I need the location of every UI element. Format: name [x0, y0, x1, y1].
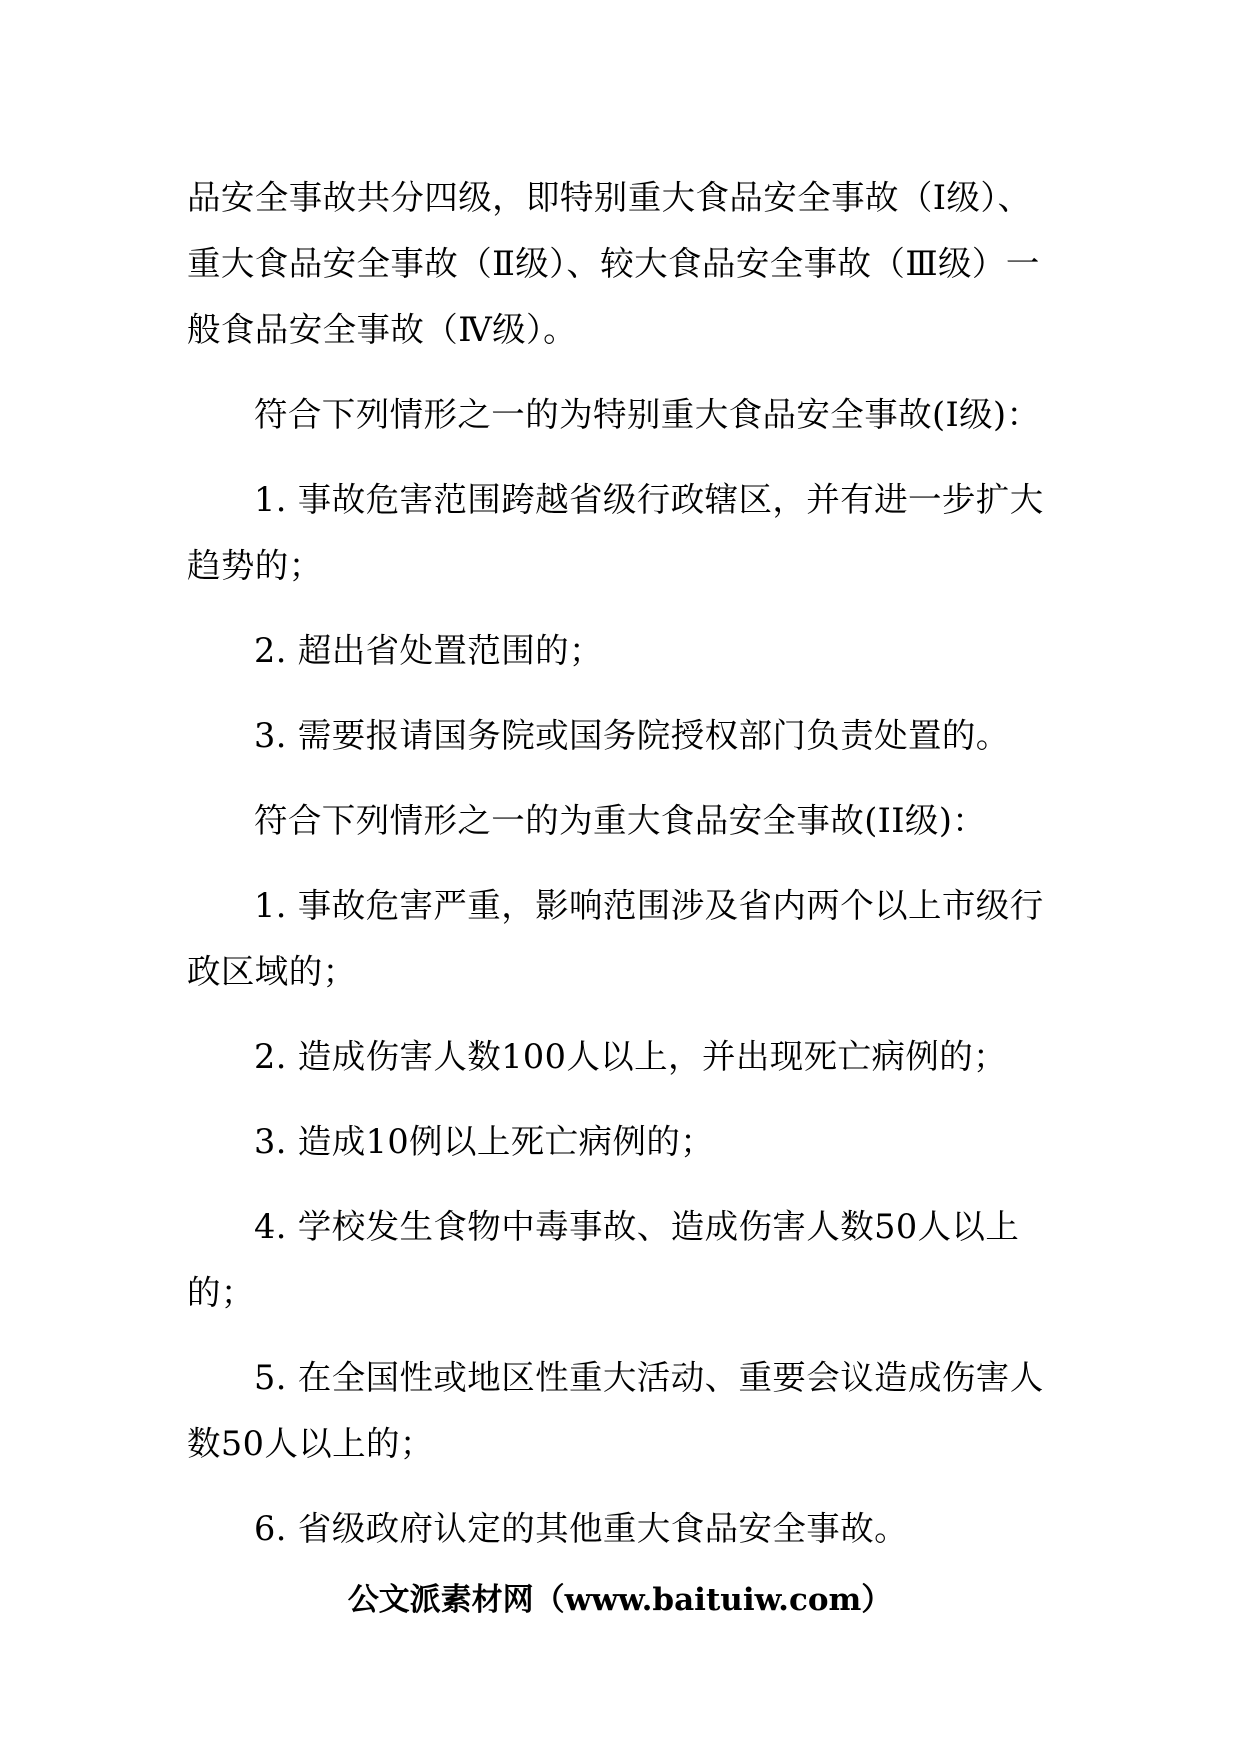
paragraph-level-1-item-1: 1. 事故危害范围跨越省级行政辖区，并有进一步扩大趋势的；: [187, 480, 1044, 585]
paragraph-level-2-item-3: 3. 造成10例以上死亡病例的；: [254, 1122, 715, 1161]
document-body: [187, 165, 1063, 1581]
paragraph-classification-levels: 品安全事故共分四级，即特别重大食品安全事故（Ⅰ级）、重大食品安全事故（Ⅱ级）、较大食品安全事故（Ⅲ级）一般食品安全事故（Ⅳ级）。: [187, 178, 1040, 349]
paragraph-level-2-item-4: 4. 学校发生食物中毒事故、造成伤害人数50人以上的；: [187, 1207, 1020, 1312]
paragraph-level-1-item-2: 2. 超出省处置范围的；: [254, 631, 603, 670]
paragraph-level-2-heading: 符合下列情形之一的为重大食品安全事故(II级)：: [254, 801, 987, 840]
paragraph-level-1-heading: 符合下列情形之一的为特别重大食品安全事故(I级)：: [254, 395, 1041, 434]
page-footer-source: 公文派素材网（www.baituiw.com）: [347, 1582, 893, 1618]
paragraph-level-2-item-1: 1. 事故危害严重，影响范围涉及省内两个以上市级行政区域的；: [187, 886, 1044, 991]
paragraph-level-2-item-2: 2. 造成伤害人数100人以上，并出现死亡病例的；: [254, 1037, 1008, 1076]
paragraph-level-2-item-5: 5. 在全国性或地区性重大活动、重要会议造成伤害人数50人以上的；: [187, 1358, 1044, 1463]
paragraph-level-2-item-6: 6. 省级政府认定的其他重大食品安全事故。: [254, 1509, 909, 1548]
paragraph-level-1-item-3: 3. 需要报请国务院或国务院授权部门负责处置的。: [254, 716, 1010, 755]
